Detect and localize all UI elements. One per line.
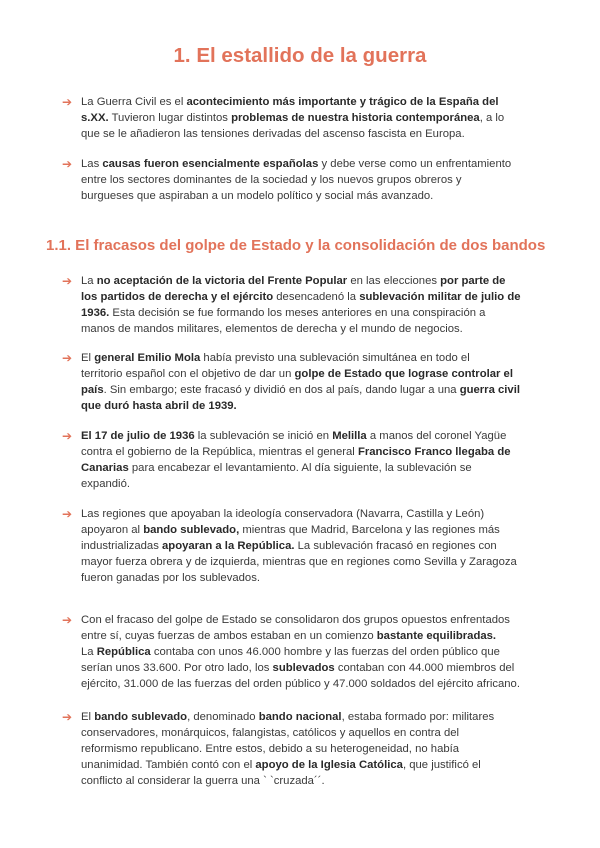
section-title: 1.1. El fracasos del golpe de Estado y la consolidación de dos bandos [46, 237, 546, 254]
text-line [81, 476, 511, 492]
text-line [81, 538, 517, 554]
text-span: expandió. [81, 478, 130, 490]
bullet-text [81, 612, 520, 692]
text-line [81, 628, 520, 644]
text-line [81, 612, 520, 628]
text-line [81, 522, 517, 538]
bold-text: guerra civil [459, 384, 520, 396]
text-span: mayor fuerza obrera y de izquierda, mientras que en regiones como Sevilla y Zaragoza [81, 556, 517, 568]
page-title: 1. El estallido de la guerra [173, 44, 427, 67]
text-span: , denominado [187, 711, 259, 723]
text-line [81, 289, 521, 305]
text-span: El [81, 352, 95, 364]
bold-text: República [96, 646, 151, 658]
bold-text: no aceptación de la victoria del Frente Popular [96, 275, 348, 287]
bullet-text [81, 156, 511, 204]
text-span: conflicto al considerar la guerra una ` `cruzada´´. [81, 775, 325, 787]
text-span: contra el gobierno de la República, mientras el general [81, 446, 358, 458]
bold-text: los partidos de derecha y el ejército [81, 291, 274, 303]
text-span: apoyaron al [81, 524, 144, 536]
text-span: que se le añadieron las tensiones derivadas del ascenso fascista en Europa. [81, 128, 465, 140]
text-line [81, 506, 517, 522]
text-line [81, 110, 504, 126]
text-span: ejército, 31.000 de las fuerzas del orden público y 47.000 soldados del ejército africano. [81, 678, 520, 690]
arrow-icon: ➔ [62, 710, 73, 724]
text-line [81, 305, 521, 321]
bold-text: problemas de nuestra historia contemporánea [231, 112, 480, 124]
bold-text: bando sublevado, [143, 524, 240, 536]
text-line [81, 773, 494, 789]
text-span: . Sin embargo; este fracasó y dividió en dos al país, dando lugar a una [103, 384, 460, 396]
text-span: contaba con unos 46.000 hombre y las fuerzas del orden público que [150, 646, 500, 658]
text-span: en las elecciones [347, 275, 441, 287]
text-line [81, 382, 520, 398]
bold-text: El 17 de julio de 1936 [81, 430, 195, 442]
arrow-icon: ➔ [62, 274, 73, 288]
arrow-icon: ➔ [62, 157, 73, 171]
text-span: fueron ganadas por los sublevados. [81, 572, 260, 584]
text-line [81, 398, 520, 414]
bold-text: 1936. [81, 307, 110, 319]
text-line [81, 126, 504, 142]
text-span: , que justificó el [402, 759, 481, 771]
bold-text: general Emilio Mola [94, 352, 201, 364]
text-span: entre sí, cuyas fuerzas de ambos estaban en un comienzo [81, 630, 377, 642]
bullet-text [81, 506, 517, 586]
text-span: territorio español con el objetivo de dar un [81, 368, 295, 380]
text-line [81, 428, 511, 444]
bold-text: bastante equilibradas. [376, 630, 497, 642]
bullet-text [81, 709, 494, 789]
bold-text: acontecimiento más importante y trágico de la España del [186, 96, 499, 108]
text-span: , estaba formado por: militares [341, 711, 495, 723]
text-span: industrializadas [81, 540, 163, 552]
bold-text: golpe de Estado que lograse controlar el [294, 368, 513, 380]
text-span: La [81, 275, 97, 287]
text-line [81, 321, 521, 337]
text-span: El [81, 711, 95, 723]
text-line [81, 644, 520, 660]
text-span: Tuvieron lugar distintos [108, 112, 232, 124]
arrow-icon: ➔ [62, 429, 73, 443]
text-line [81, 460, 511, 476]
bullet-text [81, 350, 520, 414]
bold-text: apoyaran a la República. [162, 540, 295, 552]
bold-text: bando nacional [258, 711, 342, 723]
text-span: manos de mandos militares, elementos de derecha y el mundo de negocios. [81, 323, 463, 335]
text-line [81, 676, 520, 692]
text-line [81, 273, 521, 289]
text-span: La Guerra Civil es el [81, 96, 187, 108]
bullet-text [81, 94, 504, 142]
text-span: había previsto una sublevación simultánea en todo el [200, 352, 470, 364]
text-span: y debe verse como un enfrentamiento [318, 158, 512, 170]
text-span: Las regiones que apoyaban la ideología conservadora (Navarra, Castilla y León) [81, 508, 485, 520]
bold-text: sublevación militar de julio de [359, 291, 521, 303]
bold-text: que duró hasta abril de 1939. [81, 400, 237, 412]
text-line [81, 188, 511, 204]
text-line [81, 94, 504, 110]
text-span: desencadenó la [273, 291, 360, 303]
text-line [81, 172, 511, 188]
text-line [81, 725, 494, 741]
text-line [81, 741, 494, 757]
bold-text: Francisco Franco llegaba de [357, 446, 511, 458]
text-span: serían unos 33.600. Por otro lado, los [81, 662, 273, 674]
text-span: Con el fracaso del golpe de Estado se consolidaron dos grupos opuestos enfrentados [81, 614, 510, 626]
arrow-icon: ➔ [62, 613, 73, 627]
bold-text: país [81, 384, 104, 396]
text-span: conservadores, monárquicos, falangistas, católicos y aquellos en contra del [81, 727, 460, 739]
text-line [81, 444, 511, 460]
bold-text: s.XX. [81, 112, 109, 124]
text-span: para encabezar el levantamiento. Al día siguiente, la sublevación se [128, 462, 472, 474]
text-span: burgueses que aspiraban a un modelo político y social más avanzado. [81, 190, 434, 202]
text-span: la sublevación se inició en [194, 430, 333, 442]
text-line [81, 660, 520, 676]
text-line [81, 350, 520, 366]
bullet-text [81, 273, 521, 337]
text-line [81, 366, 520, 382]
arrow-icon: ➔ [62, 351, 73, 365]
text-line [81, 570, 517, 586]
text-line [81, 757, 494, 773]
text-line [81, 709, 494, 725]
bold-text: causas fueron esencialmente españolas [102, 158, 319, 170]
bold-text: Canarias [81, 462, 129, 474]
text-span: contaban con 44.000 miembros del [334, 662, 515, 674]
bold-text: apoyo de la Iglesia Católica [255, 759, 403, 771]
text-span: entre los sectores dominantes de la sociedad y los nuevos grupos obreros y [81, 174, 462, 186]
arrow-icon: ➔ [62, 507, 73, 521]
text-span: Las [81, 158, 103, 170]
text-span: reformismo republicano. Entre estos, debido a su heterogeneidad, no había [81, 743, 460, 755]
text-span: , a lo [479, 112, 505, 124]
text-span: unanimidad. También contó con el [81, 759, 256, 771]
text-span: a manos del coronel Yagüe [366, 430, 507, 442]
text-line [81, 554, 517, 570]
text-span: Esta decisión se fue formando los meses anteriores en una conspiración a [109, 307, 486, 319]
text-span: mientras que Madrid, Barcelona y las regiones más [239, 524, 500, 536]
text-line [81, 156, 511, 172]
text-span: La sublevación fracasó en regiones con [294, 540, 497, 552]
arrow-icon: ➔ [62, 95, 73, 109]
bold-text: bando sublevado [94, 711, 188, 723]
bold-text: sublevados [272, 662, 335, 674]
bullet-text [81, 428, 511, 492]
bold-text: Melilla [332, 430, 367, 442]
text-span: La [81, 646, 97, 658]
bold-text: por parte de [440, 275, 506, 287]
